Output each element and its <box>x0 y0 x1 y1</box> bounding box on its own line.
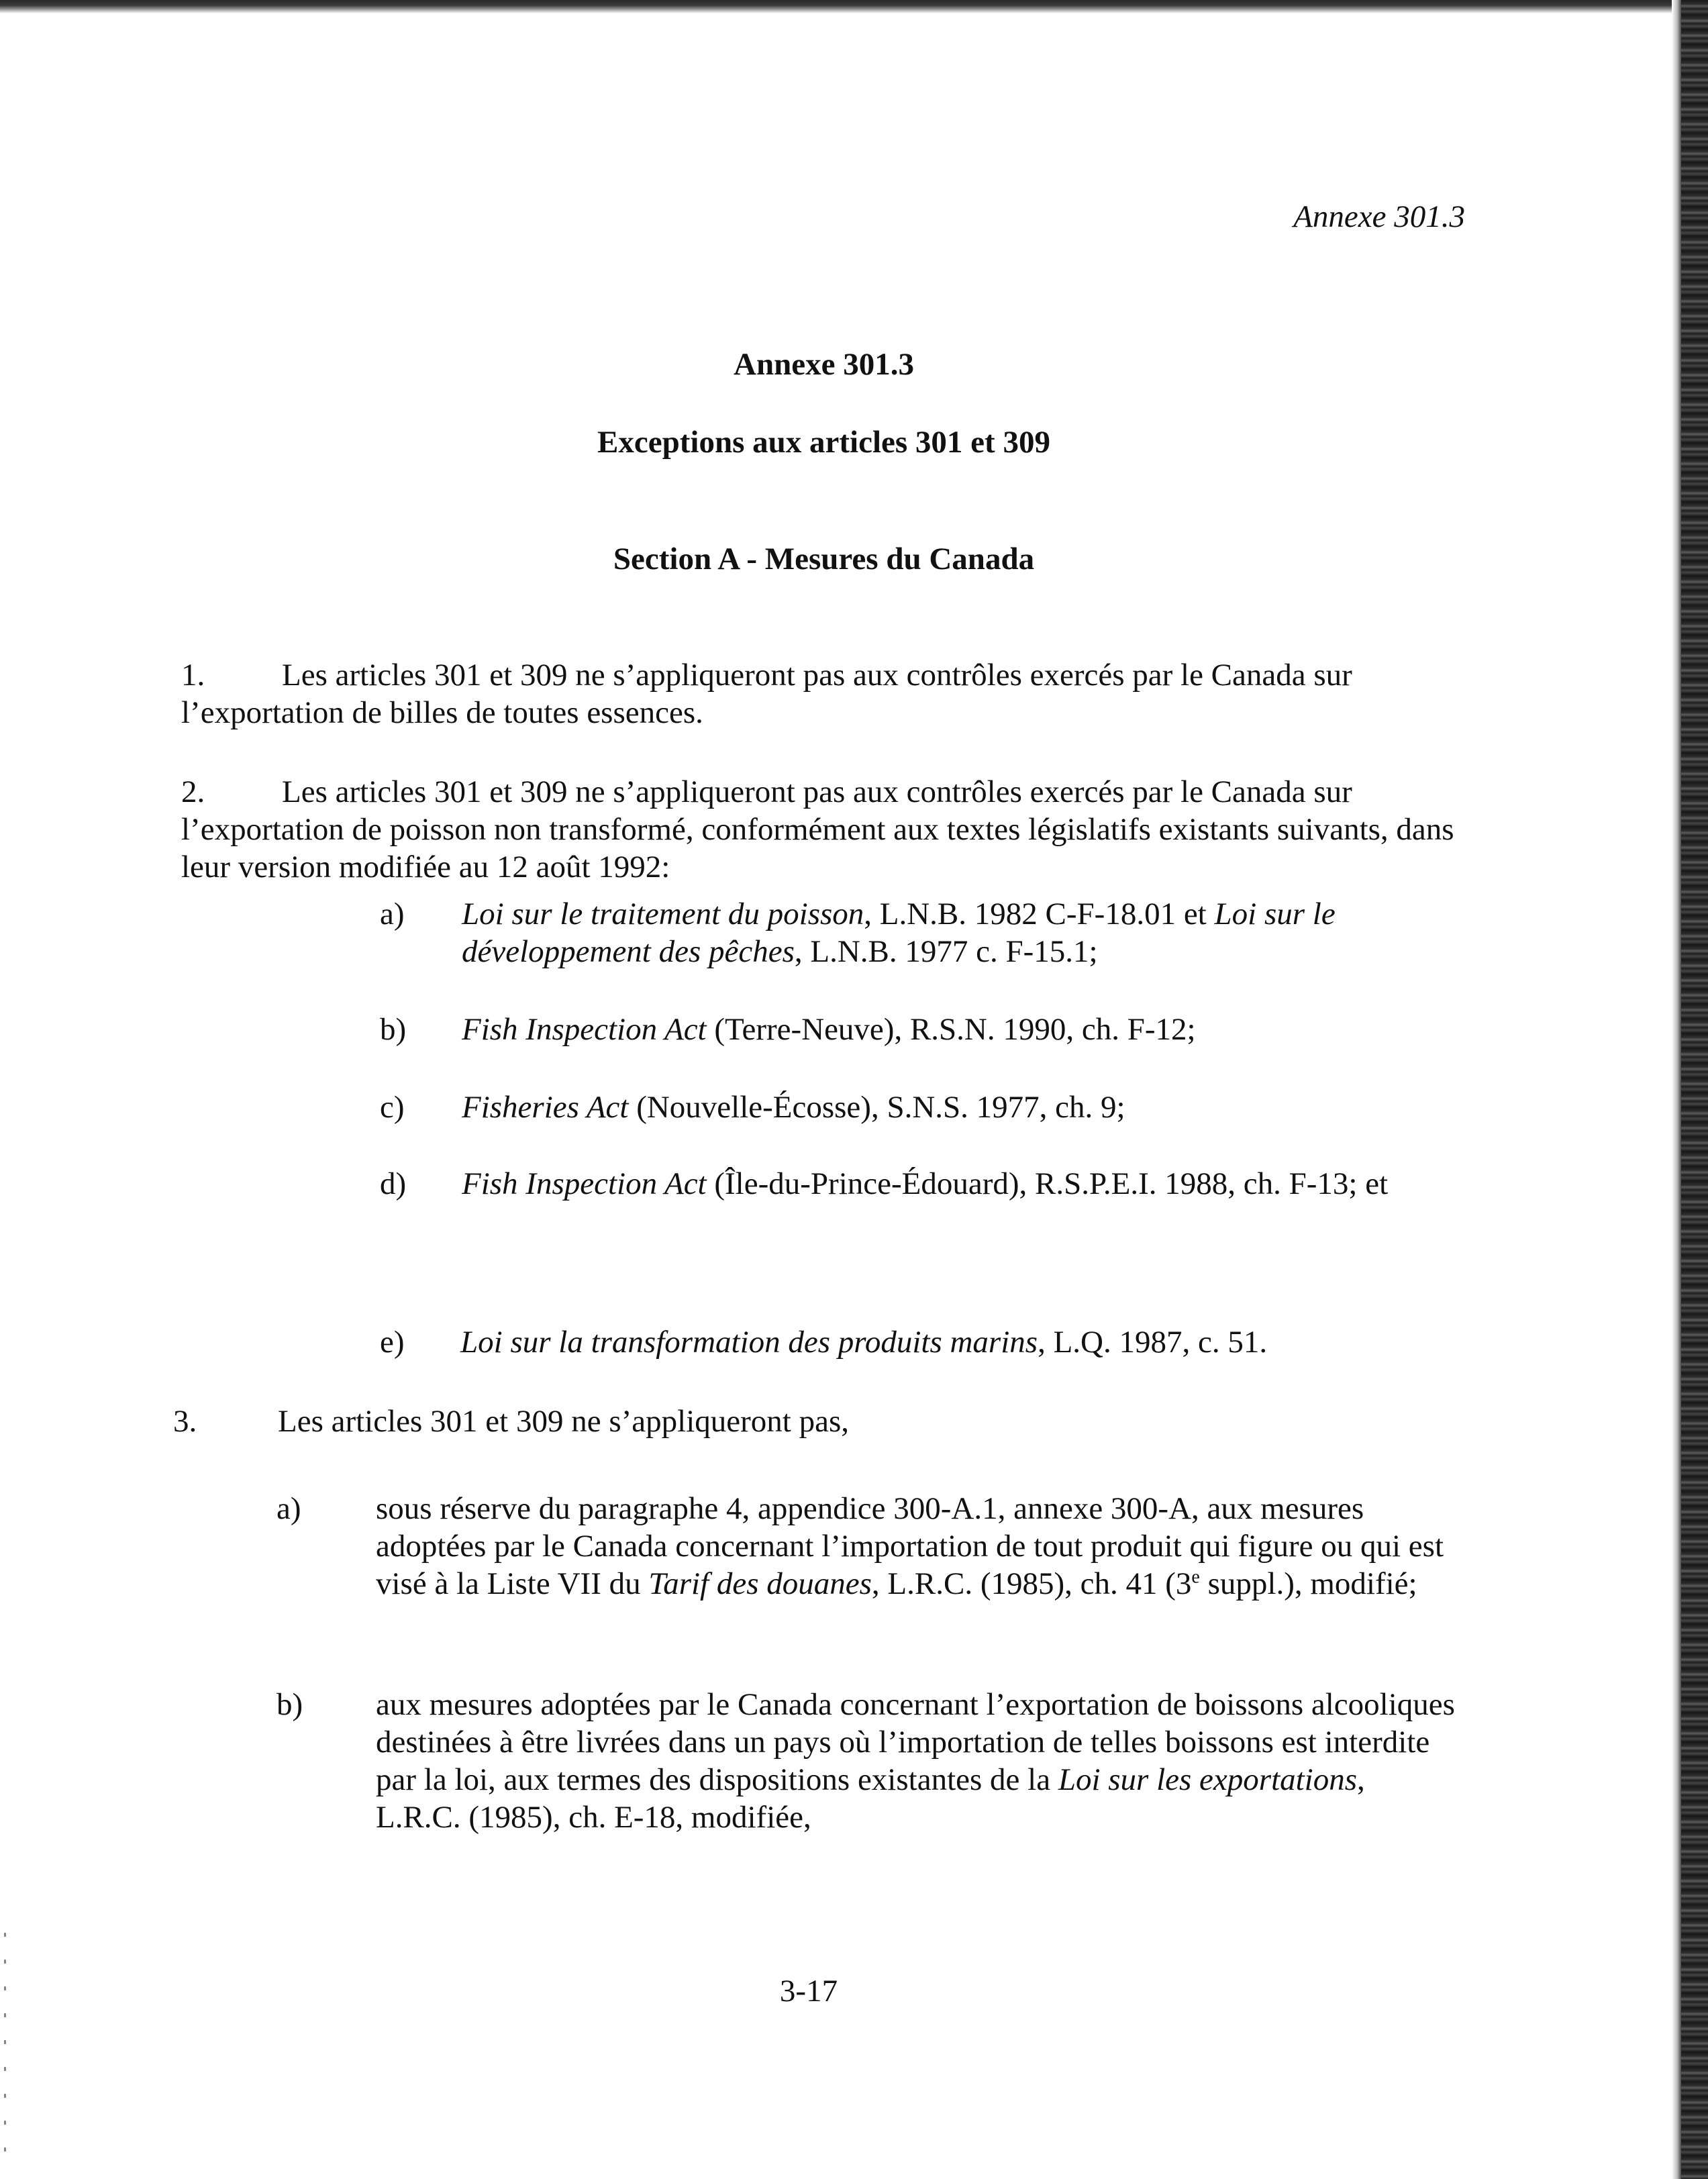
list-item-label: d) <box>380 1166 407 1201</box>
paragraph-text: Les articles 301 et 309 ne s’appliqueront pas aux contrôles exercés par le Canada sur l’exportation de billes de toutes essences. <box>181 658 1352 730</box>
statute-title: Fish Inspection Act <box>462 1012 707 1047</box>
paragraph-number: 1. <box>181 658 205 693</box>
list-item-text <box>460 1323 1452 1361</box>
citation-text: , L.R.C. (1985), ch. 41 (3 <box>871 1566 1192 1601</box>
list-item-text <box>462 1011 1454 1048</box>
paragraph-2 <box>181 773 1456 886</box>
running-header: Annexe 301.3 <box>1293 199 1465 234</box>
list-item-label: a) <box>277 1491 301 1526</box>
citation-text: , L.Q. 1987, c. 51. <box>1038 1325 1268 1360</box>
annex-title: Annexe 301.3 <box>734 347 914 382</box>
paragraph-text: Les articles 301 et 309 ne s’appliqueront pas aux contrôles exercés par le Canada sur l’exportation de poisson non transformé, conformément aux textes législatifs existants suivants, dans leur version modifiée au 12 août 1992: <box>181 774 1454 884</box>
list-item-label: b) <box>380 1012 407 1047</box>
list-item-label: c) <box>380 1090 405 1125</box>
provision-text: sous réserve du paragraphe 4, appendice 300-A.1, annexe 300-A, aux mesures adoptées par le Canada concernant l’importation de tout produit qui figure ou qui est visé à la Liste VII du <box>376 1491 1444 1601</box>
paragraph-1 <box>181 656 1456 731</box>
list-item-text <box>462 1088 1454 1126</box>
list-item-label: b) <box>277 1687 303 1722</box>
scan-edge-top <box>0 0 1708 13</box>
list-item-text <box>462 1165 1454 1203</box>
superscript: e <box>1191 1566 1200 1588</box>
paragraph-number: 2. <box>181 774 205 809</box>
page-number: 3-17 <box>779 1974 838 2009</box>
provision-text: aux mesures adoptées par le Canada concernant l’exportation de boissons alcooliques destinées à être livrées dans un pays où l’importation de telles boissons est interdite par la loi, aux termes des dispositions existantes de la <box>376 1687 1455 1797</box>
list-item-label: e) <box>380 1325 405 1360</box>
paragraph-number: 3. <box>173 1404 197 1439</box>
section-title: Section A - Mesures du Canada <box>613 542 1035 576</box>
scan-edge-right-shadow <box>1672 0 1681 2179</box>
citation-text: , L.N.B. 1982 C-F-18.01 et <box>864 897 1215 931</box>
statute-title: Loi sur la transformation des produits marins <box>460 1325 1038 1360</box>
list-item-text <box>376 1490 1458 1603</box>
statute-title: Tarif des douanes <box>648 1566 872 1601</box>
statute-title: Loi sur le développement des pêches <box>462 897 1336 969</box>
statute-title: Fish Inspection Act <box>462 1166 707 1201</box>
list-item-label: a) <box>380 897 405 931</box>
paragraph-text: Les articles 301 et 309 ne s’appliqueront pas, <box>278 1404 849 1439</box>
citation-text: (Terre-Neuve), R.S.N. 1990, ch. F-12; <box>706 1012 1196 1047</box>
paragraph-3 <box>173 1403 849 1440</box>
statute-title: Fisheries Act <box>462 1090 629 1125</box>
citation-text: , L.R.C. (1985), ch. E-18, modifiée, <box>376 1762 1365 1835</box>
citation-text: (Île-du-Prince-Édouard), R.S.P.E.I. 1988, ch. F-13; et <box>706 1166 1389 1201</box>
statute-title: Loi sur le traitement du poisson <box>462 897 864 931</box>
list-item-text <box>376 1686 1458 1836</box>
annex-subtitle: Exceptions aux articles 301 et 309 <box>597 425 1050 460</box>
scan-edge-right <box>1681 0 1708 2179</box>
scan-edge-left-mark <box>4 1933 6 2174</box>
citation-text: (Nouvelle-Écosse), S.N.S. 1977, ch. 9; <box>628 1090 1125 1125</box>
citation-text: , L.N.B. 1977 c. F-15.1; <box>794 934 1098 969</box>
citation-text: suppl.), modifié; <box>1199 1566 1417 1601</box>
statute-title: Loi sur les exportations <box>1058 1762 1358 1797</box>
list-item-text <box>462 895 1454 970</box>
